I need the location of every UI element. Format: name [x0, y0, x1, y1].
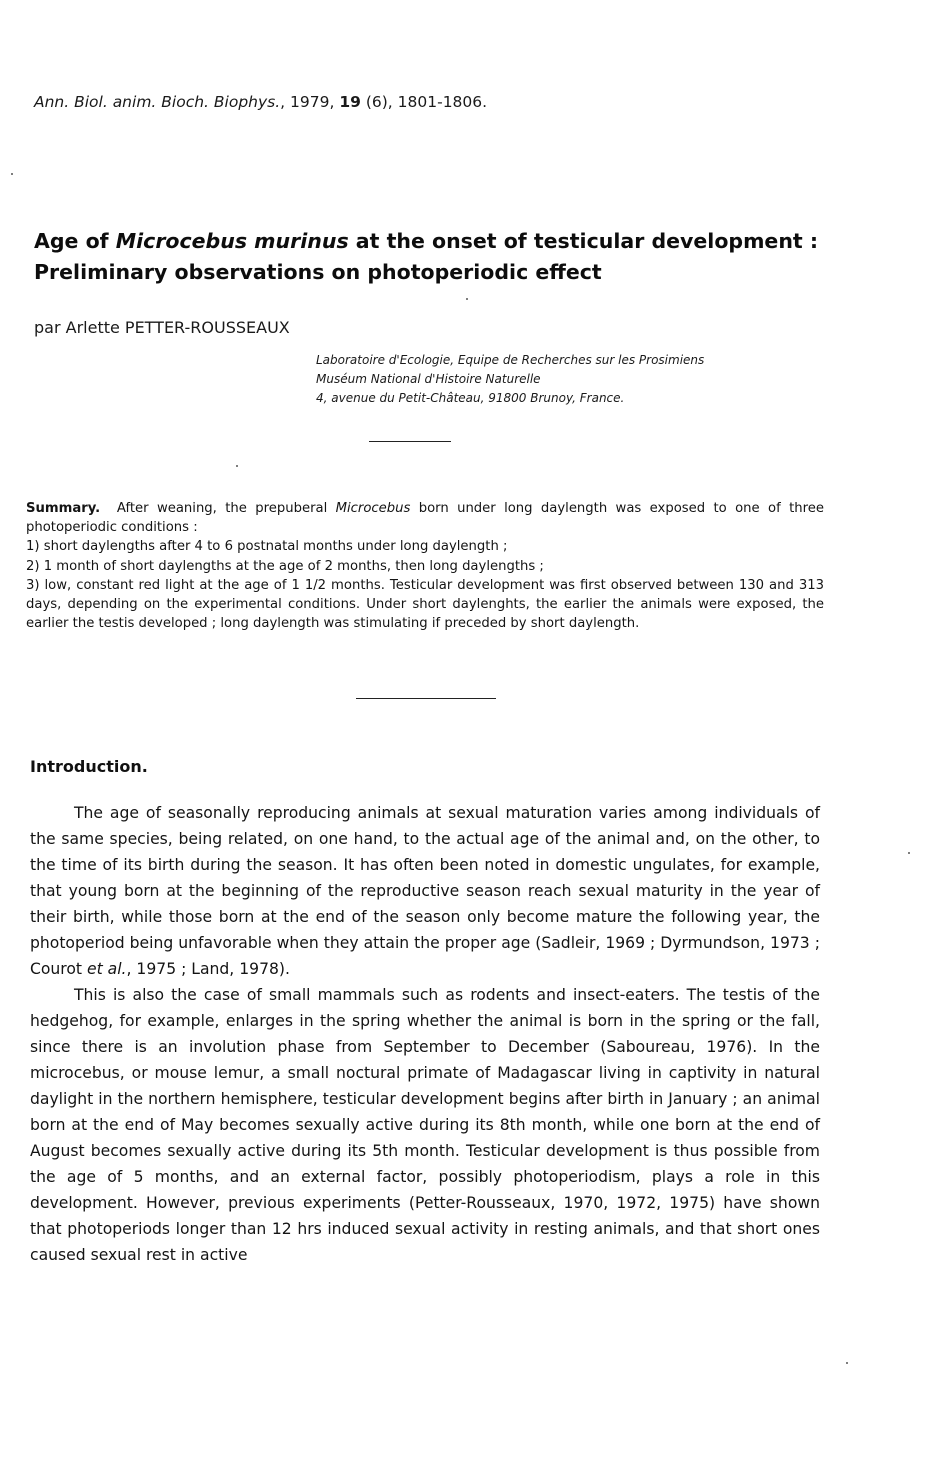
- summary-item-3: 3) low, constant red light at the age of 1 1/2 months. Testicular development was first observed between 130 and 313 days, depending on the experimental conditions. Under short daylenghts, the earlier the animals were exposed, the earlier the testis developed ; long daylength was stimulating if preceded by short daylength.: [26, 577, 824, 632]
- scan-speck: [908, 852, 910, 854]
- affiliation-line3: 4, avenue du Petit-Château, 91800 Brunoy, France.: [316, 391, 625, 405]
- summary-section: [26, 499, 824, 633]
- journal-year: 1979,: [290, 93, 335, 111]
- summary-heading: Summary.: [26, 501, 101, 516]
- introduction-paragraph-2: This is also the case of small mammals such as rodents and insect-eaters. The testis of the hedgehog, for example, enlarges in the spring whether the animal is born in the spring or the fall, since there is an involution phase from September to December (Saboureau, 1976). In the microcebus, or mouse lemur, a small noctural primate of Madagascar living in captivity in natural daylight in the northern hemisphere, testicular development begins after birth in January ; an animal born at the end of May becomes sexually active during its 8th month, while one born at the end of August becomes sexually active during its 5th month. Testicular development is thus possible from the age of 5 months, and an external factor, possibly photoperiodism, plays a role in this development. However, previous experiments (Petter-Rousseaux, 1970, 1972, 1975) have shown that photoperiods longer than 12 hrs induced sexual activity in resting animals, and that short ones caused sexual rest in active: [30, 986, 820, 1264]
- summary-item-1: 1) short daylengths after 4 to 6 postnatal months under long daylength ;: [26, 539, 508, 555]
- title-part2: at the onset of testicular development :: [348, 229, 819, 253]
- divider-rule: [356, 698, 496, 699]
- journal-name: Ann. Biol. anim. Bioch. Biophys.: [34, 93, 281, 111]
- scan-speck: [846, 1362, 848, 1364]
- scan-speck: [236, 465, 238, 467]
- introduction-heading: Introduction.: [30, 757, 148, 776]
- summary-item-2: 2) 1 month of short daylengths at the age of 2 months, then long daylengths ;: [26, 558, 544, 574]
- affiliation-line2: Muséum National d'Histoire Naturelle: [316, 372, 541, 386]
- intro-p1-etal: et al.: [87, 960, 127, 978]
- summary-intro: [26, 499, 824, 537]
- scan-speck: [11, 173, 13, 175]
- affiliation-block: [316, 351, 704, 408]
- summary-intro-species: Microcebus: [335, 501, 411, 516]
- divider-rule: [369, 441, 451, 442]
- introduction-paragraph-1: [30, 800, 820, 982]
- journal-citation: Ann. Biol. anim. Bioch. Biophys., 1979, 19 (6), 1801-1806.: [34, 93, 488, 111]
- introduction-body: [30, 800, 820, 1268]
- journal-volume: 19: [339, 93, 361, 111]
- affiliation-line1: Laboratoire d'Ecologie, Equipe de Recherches sur les Prosimiens: [316, 353, 705, 367]
- intro-p1-a: The age of seasonally reproducing animals at sexual maturation varies among individuals of the same species, being related, on one hand, to the actual age of the animal and, on the other, to the time of its birth during the season. It has often been noted in domestic ungulates, for example, that young born at the beginning of the reproductive season reach sexual maturity in the year of their birth, while those born at the end of the season only become mature the following year, the photoperiod being unfavorable when they attain the proper age (Sadleir, 1969 ; Dyrmundson, 1973 ; Courot: [30, 804, 820, 978]
- title-part1: Age of: [34, 229, 116, 253]
- intro-p1-b: , 1975 ; Land, 1978).: [126, 960, 290, 978]
- title-line2: Preliminary observations on photoperiodic effect: [34, 260, 602, 284]
- author-line: par Arlette PETTER-ROUSSEAUX: [34, 318, 290, 337]
- summary-intro-a: After weaning, the prepuberal: [116, 501, 336, 516]
- title-species: Microcebus murinus: [115, 229, 349, 253]
- paper-title: [34, 226, 894, 288]
- scan-speck: [466, 298, 468, 300]
- journal-issue-pages: (6), 1801-1806.: [365, 93, 488, 111]
- summary-intro-b: born under long daylength was exposed to one of three photoperiodic conditions :: [26, 501, 824, 536]
